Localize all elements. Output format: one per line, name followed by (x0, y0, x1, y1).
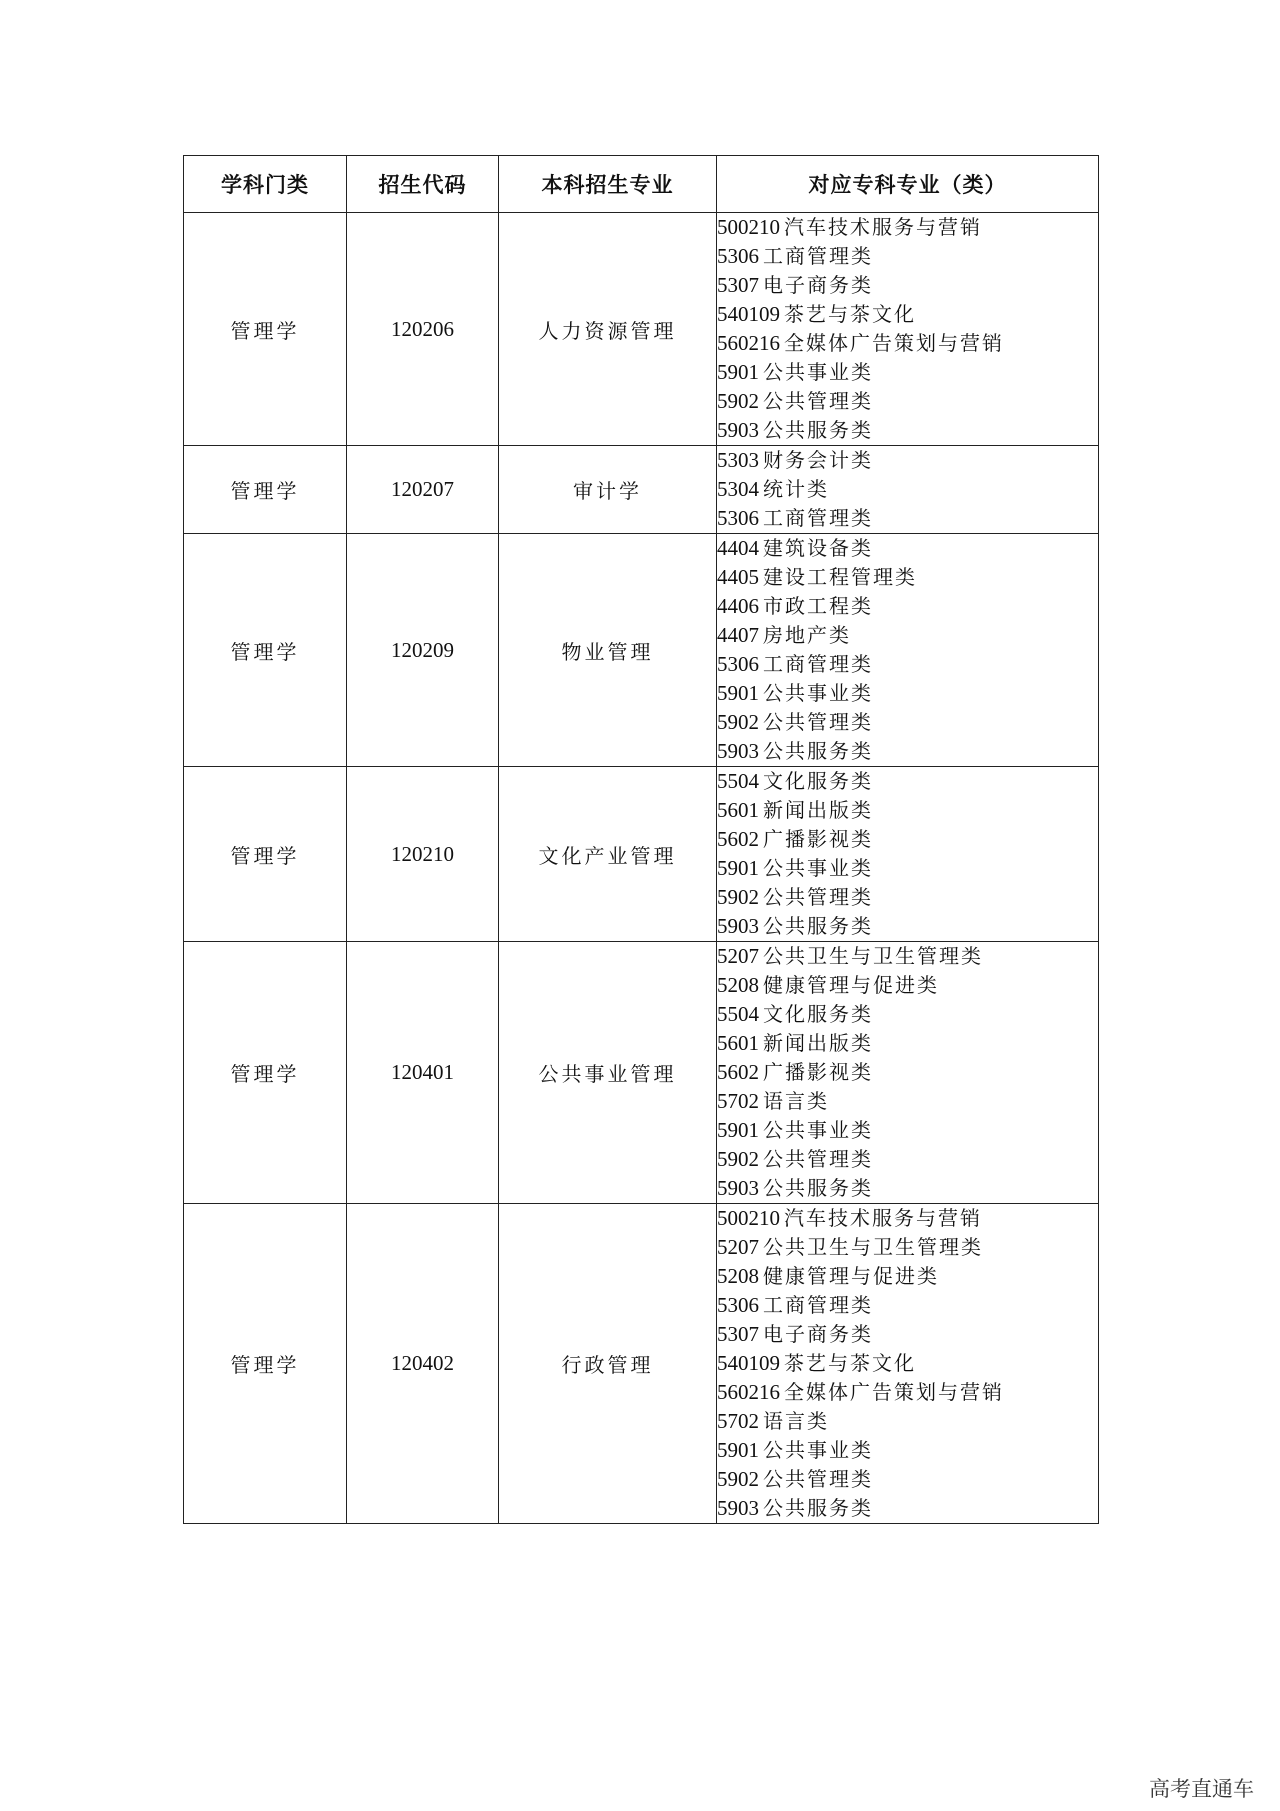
major-name: 公共管理类 (763, 1467, 873, 1491)
table-body (184, 213, 1099, 1524)
header-major: 本科招生专业 (499, 156, 717, 213)
major-code: 5306 (717, 506, 759, 530)
list-item (717, 1058, 1098, 1087)
major-name: 公共卫生与卫生管理类 (763, 944, 983, 968)
major-name: 公共卫生与卫生管理类 (763, 1235, 983, 1259)
major-code: 5306 (717, 1293, 759, 1317)
list-item (717, 708, 1098, 737)
major-code: 5306 (717, 652, 759, 676)
cell-major: 审计学 (499, 446, 717, 534)
major-name: 工商管理类 (763, 506, 873, 530)
list-item (717, 271, 1098, 300)
major-code: 5602 (717, 1060, 759, 1084)
list-item (717, 1029, 1098, 1058)
list-item (717, 854, 1098, 883)
list-item (717, 592, 1098, 621)
major-code: 4407 (717, 623, 759, 647)
list-item (717, 1320, 1098, 1349)
major-code: 4405 (717, 565, 759, 589)
table-row (184, 213, 1099, 446)
header-related-majors: 对应专科专业（类） (717, 156, 1099, 213)
major-code: 5901 (717, 1438, 759, 1462)
major-code: 5303 (717, 448, 759, 472)
major-name: 公共服务类 (763, 914, 873, 938)
table-row (184, 1204, 1099, 1524)
table-row (184, 534, 1099, 767)
list-item (717, 679, 1098, 708)
list-item (717, 767, 1098, 796)
major-name: 汽车技术服务与营销 (784, 1206, 982, 1230)
major-code: 5207 (717, 944, 759, 968)
list-item (717, 1349, 1098, 1378)
major-name: 公共事业类 (763, 1118, 873, 1142)
major-name: 新闻出版类 (763, 1031, 873, 1055)
list-item (717, 1291, 1098, 1320)
major-code: 5903 (717, 1176, 759, 1200)
major-code: 5207 (717, 1235, 759, 1259)
major-code: 500210 (717, 1206, 780, 1230)
cell-category: 管理学 (184, 767, 347, 942)
major-name: 茶艺与茶文化 (784, 1351, 916, 1375)
cell-code: 120207 (347, 446, 499, 534)
major-code: 5903 (717, 739, 759, 763)
major-name: 公共管理类 (763, 389, 873, 413)
header-code: 招生代码 (347, 156, 499, 213)
major-name: 公共服务类 (763, 1176, 873, 1200)
major-name: 公共服务类 (763, 739, 873, 763)
list-item (717, 1000, 1098, 1029)
cell-major: 文化产业管理 (499, 767, 717, 942)
table-row (184, 942, 1099, 1204)
major-code: 5902 (717, 1467, 759, 1491)
major-name: 健康管理与促进类 (763, 973, 939, 997)
major-name: 工商管理类 (763, 652, 873, 676)
major-name: 公共服务类 (763, 1496, 873, 1520)
major-name: 广播影视类 (763, 1060, 873, 1084)
major-code: 540109 (717, 302, 780, 326)
major-code: 540109 (717, 1351, 780, 1375)
major-name: 房地产类 (763, 623, 851, 647)
major-name: 公共事业类 (763, 1438, 873, 1462)
list-item (717, 912, 1098, 941)
major-code: 4404 (717, 536, 759, 560)
list-item (717, 1494, 1098, 1523)
major-name: 公共事业类 (763, 360, 873, 384)
list-item (717, 446, 1098, 475)
major-name: 统计类 (763, 477, 829, 501)
cell-related-majors (717, 534, 1099, 767)
cell-related-majors (717, 446, 1099, 534)
cell-related-majors (717, 942, 1099, 1204)
table-row (184, 446, 1099, 534)
major-code: 5902 (717, 389, 759, 413)
list-item (717, 1204, 1098, 1233)
major-code: 5702 (717, 1089, 759, 1113)
cell-category: 管理学 (184, 446, 347, 534)
list-item (717, 1087, 1098, 1116)
major-name: 茶艺与茶文化 (784, 302, 916, 326)
majors-table (183, 155, 1099, 1524)
list-item (717, 475, 1098, 504)
major-name: 公共管理类 (763, 1147, 873, 1171)
major-code: 5504 (717, 769, 759, 793)
major-code: 5306 (717, 244, 759, 268)
major-name: 健康管理与促进类 (763, 1264, 939, 1288)
list-item (717, 358, 1098, 387)
major-name: 公共管理类 (763, 710, 873, 734)
major-code: 5903 (717, 914, 759, 938)
cell-major: 人力资源管理 (499, 213, 717, 446)
major-code: 5307 (717, 1322, 759, 1346)
cell-category: 管理学 (184, 1204, 347, 1524)
list-item (717, 650, 1098, 679)
cell-major: 公共事业管理 (499, 942, 717, 1204)
major-code: 500210 (717, 215, 780, 239)
cell-related-majors (717, 213, 1099, 446)
major-code: 5702 (717, 1409, 759, 1433)
cell-code: 120402 (347, 1204, 499, 1524)
list-item (717, 942, 1098, 971)
major-name: 汽车技术服务与营销 (784, 215, 982, 239)
list-item (717, 737, 1098, 766)
major-name: 工商管理类 (763, 1293, 873, 1317)
major-name: 建设工程管理类 (763, 565, 917, 589)
list-item (717, 883, 1098, 912)
list-item (717, 825, 1098, 854)
cell-related-majors (717, 1204, 1099, 1524)
major-name: 文化服务类 (763, 769, 873, 793)
major-code: 5307 (717, 273, 759, 297)
cell-code: 120210 (347, 767, 499, 942)
major-name: 语言类 (763, 1089, 829, 1113)
major-name: 工商管理类 (763, 244, 873, 268)
list-item (717, 1174, 1098, 1203)
major-name: 公共管理类 (763, 885, 873, 909)
major-name: 财务会计类 (763, 448, 873, 472)
cell-code: 120401 (347, 942, 499, 1204)
major-code: 5901 (717, 1118, 759, 1142)
major-name: 建筑设备类 (763, 536, 873, 560)
table-row (184, 767, 1099, 942)
major-code: 5601 (717, 1031, 759, 1055)
list-item (717, 1262, 1098, 1291)
major-name: 全媒体广告策划与营销 (784, 331, 1004, 355)
major-name: 公共事业类 (763, 681, 873, 705)
major-code: 5902 (717, 710, 759, 734)
major-code: 5902 (717, 1147, 759, 1171)
list-item (717, 504, 1098, 533)
major-code: 5504 (717, 1002, 759, 1026)
major-name: 语言类 (763, 1409, 829, 1433)
major-name: 电子商务类 (763, 1322, 873, 1346)
major-name: 电子商务类 (763, 273, 873, 297)
major-name: 文化服务类 (763, 1002, 873, 1026)
major-code: 5901 (717, 856, 759, 880)
cell-code: 120206 (347, 213, 499, 446)
list-item (717, 387, 1098, 416)
major-name: 公共事业类 (763, 856, 873, 880)
list-item (717, 329, 1098, 358)
list-item (717, 1407, 1098, 1436)
list-item (717, 534, 1098, 563)
major-code: 5901 (717, 681, 759, 705)
cell-category: 管理学 (184, 534, 347, 767)
cell-major: 行政管理 (499, 1204, 717, 1524)
list-item (717, 1378, 1098, 1407)
major-code: 5602 (717, 827, 759, 851)
cell-related-majors (717, 767, 1099, 942)
major-code: 4406 (717, 594, 759, 618)
list-item (717, 416, 1098, 445)
major-code: 560216 (717, 331, 780, 355)
major-code: 5304 (717, 477, 759, 501)
list-item (717, 796, 1098, 825)
major-name: 广播影视类 (763, 827, 873, 851)
major-code: 560216 (717, 1380, 780, 1404)
list-item (717, 1116, 1098, 1145)
major-code: 5208 (717, 1264, 759, 1288)
cell-category: 管理学 (184, 942, 347, 1204)
list-item (717, 1233, 1098, 1262)
major-name: 市政工程类 (763, 594, 873, 618)
list-item (717, 213, 1098, 242)
list-item (717, 971, 1098, 1000)
cell-code: 120209 (347, 534, 499, 767)
footer-brand: 高考直通车 (1149, 1777, 1254, 1801)
cell-major: 物业管理 (499, 534, 717, 767)
major-code: 5902 (717, 885, 759, 909)
major-code: 5208 (717, 973, 759, 997)
major-name: 全媒体广告策划与营销 (784, 1380, 1004, 1404)
list-item (717, 1436, 1098, 1465)
list-item (717, 242, 1098, 271)
cell-category: 管理学 (184, 213, 347, 446)
major-code: 5601 (717, 798, 759, 822)
list-item (717, 1465, 1098, 1494)
major-name: 新闻出版类 (763, 798, 873, 822)
major-name: 公共服务类 (763, 418, 873, 442)
major-code: 5903 (717, 418, 759, 442)
major-code: 5903 (717, 1496, 759, 1520)
major-code: 5901 (717, 360, 759, 384)
list-item (717, 1145, 1098, 1174)
list-item (717, 300, 1098, 329)
list-item (717, 563, 1098, 592)
table-header-row (184, 156, 1099, 213)
list-item (717, 621, 1098, 650)
header-category: 学科门类 (184, 156, 347, 213)
